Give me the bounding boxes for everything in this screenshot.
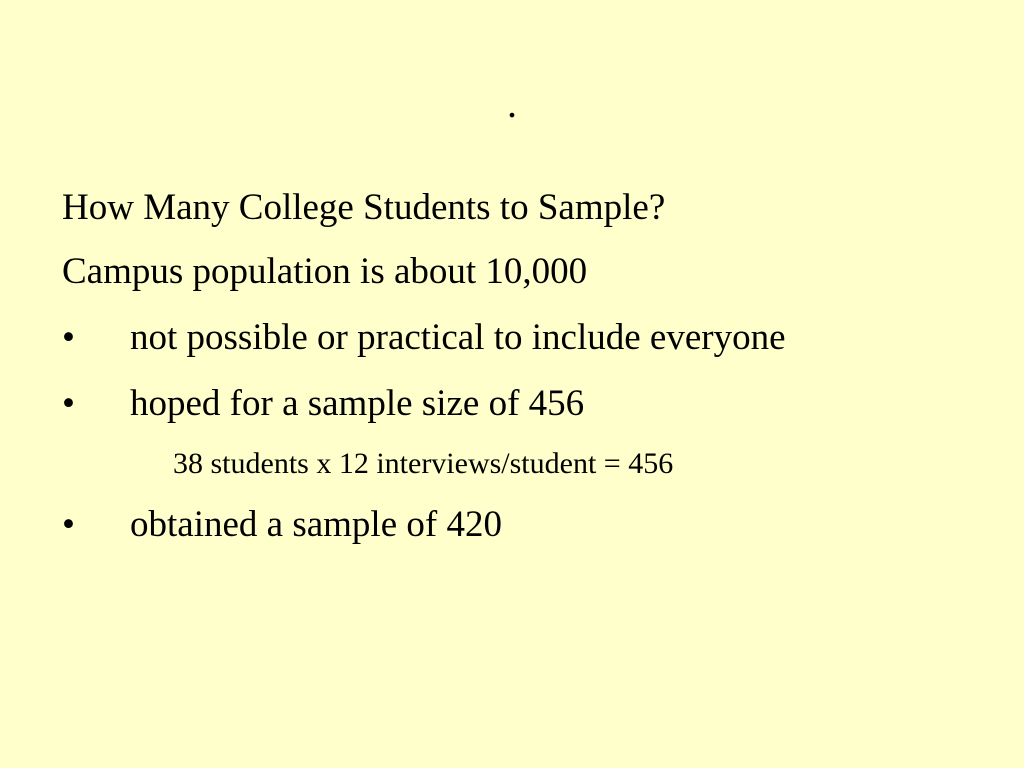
- bullet-item: [62, 316, 786, 360]
- bullet-marker: •: [62, 504, 75, 545]
- calculation-note: 38 students x 12 interviews/student = 456: [173, 447, 674, 480]
- bullet-marker: •: [62, 317, 75, 358]
- bullet-text: not possible or practical to include everyone: [130, 317, 786, 358]
- bullet-marker: •: [62, 383, 75, 424]
- bullet-text: obtained a sample of 420: [130, 504, 502, 545]
- bullet-item: [62, 503, 502, 547]
- bullet-item: [62, 382, 584, 426]
- bullet-text: hoped for a sample size of 456: [130, 383, 585, 424]
- slide-title: .: [507, 81, 517, 126]
- population-line: Campus population is about 10,000: [62, 251, 588, 292]
- heading-question: How Many College Students to Sample?: [62, 187, 666, 228]
